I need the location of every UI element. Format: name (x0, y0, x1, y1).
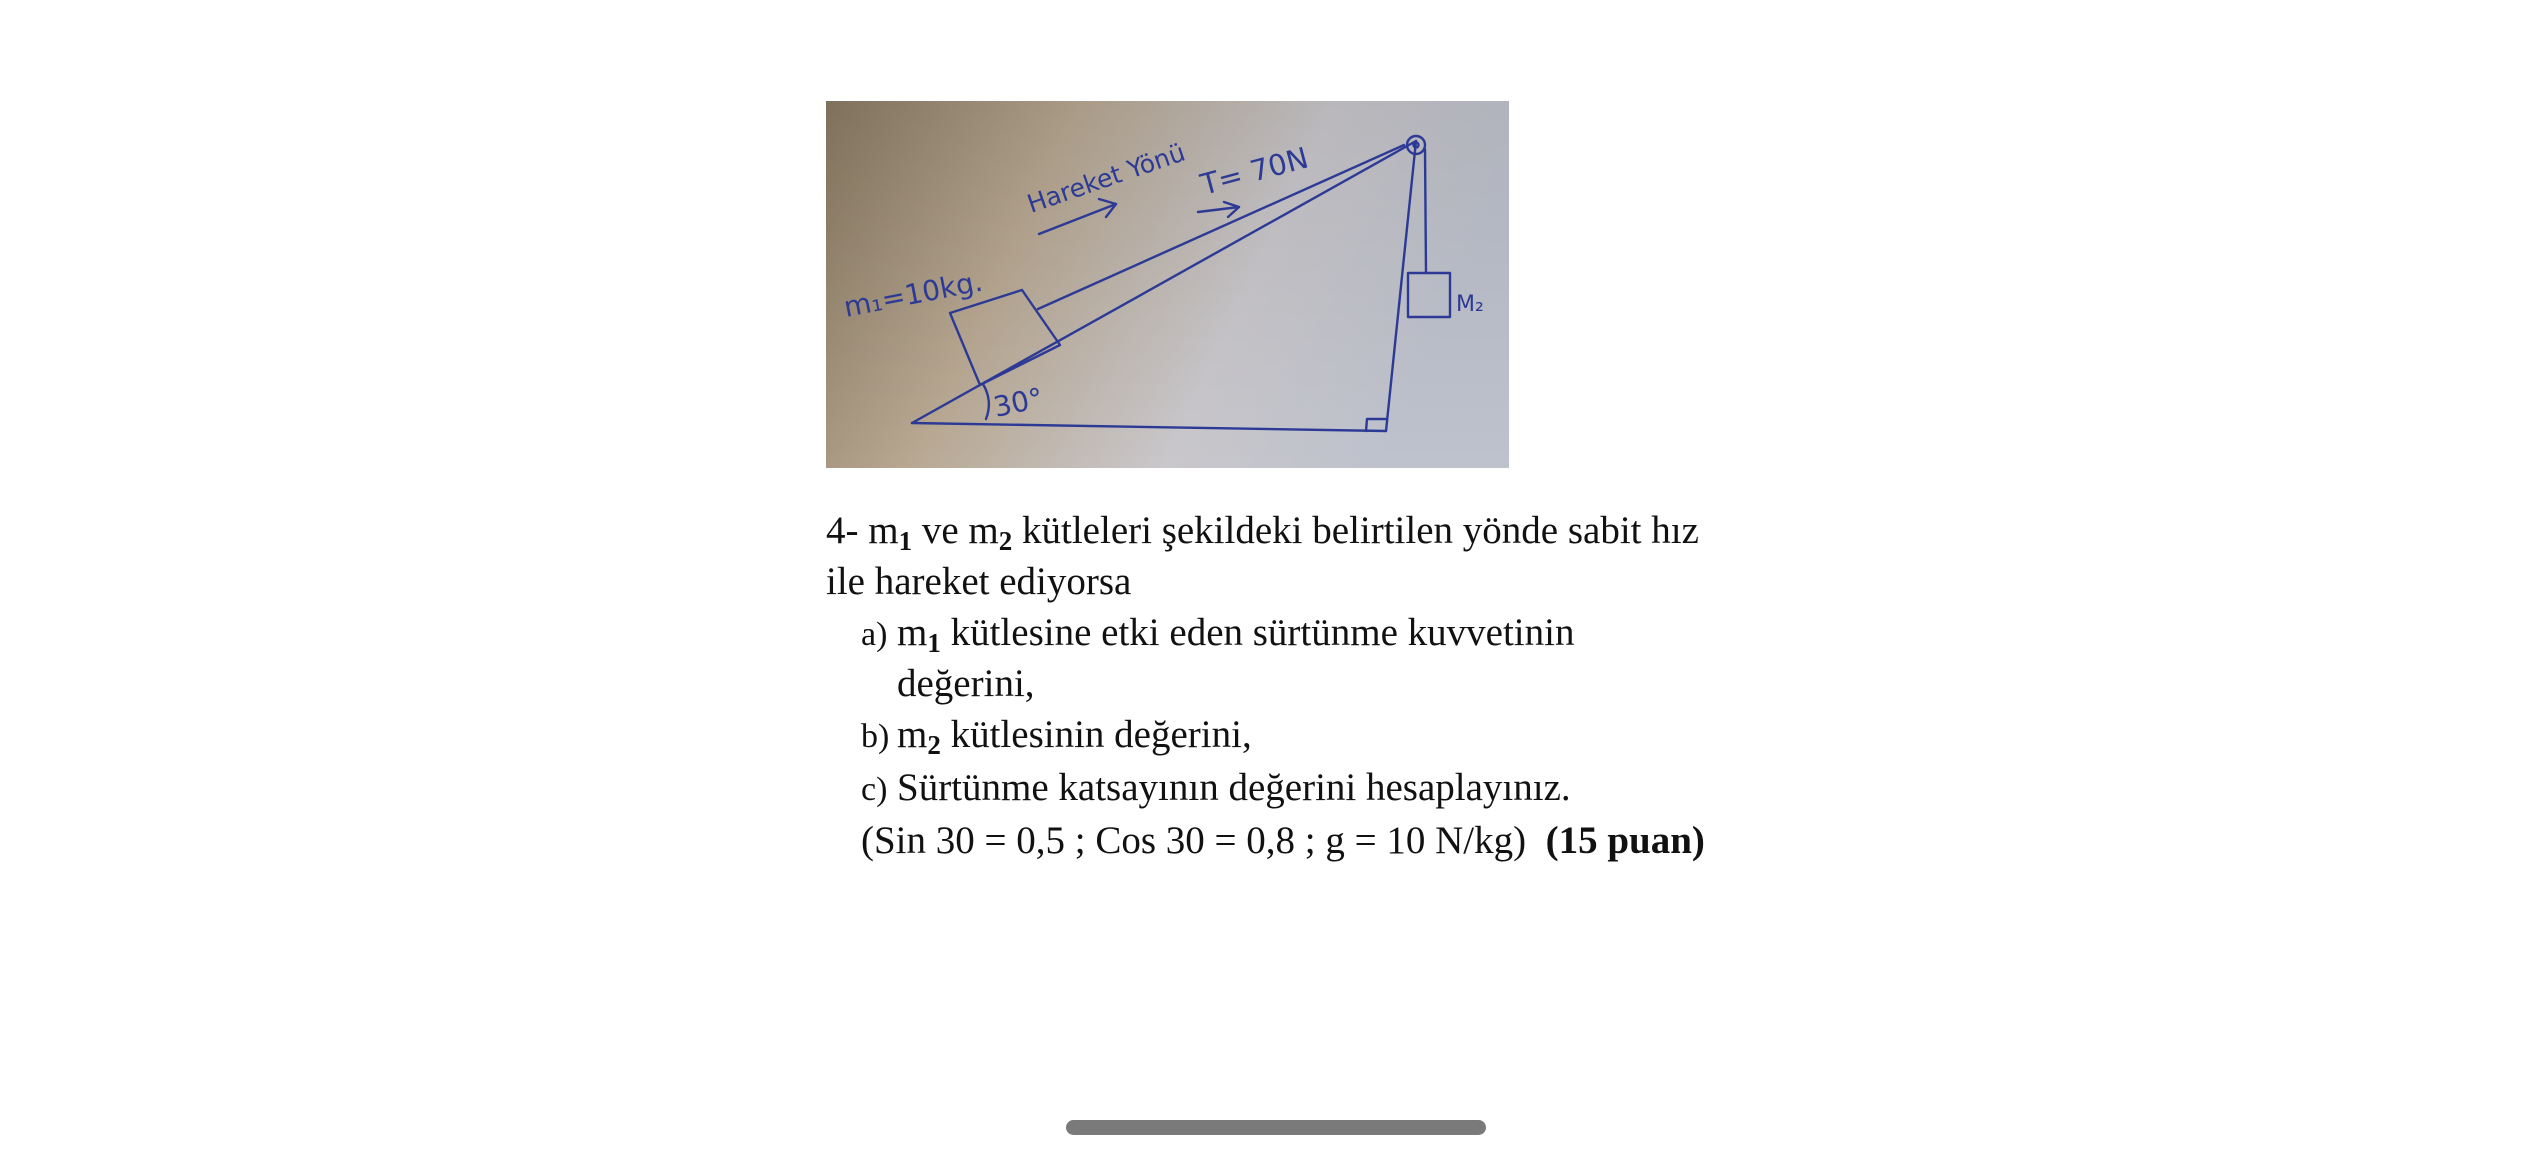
question-item-a: a) $m_1$ kütlesine etki eden sürtünme kuvvetinin değerini, (861, 611, 1575, 705)
item-marker: c) (861, 771, 888, 808)
mass2-label: M₂ (1456, 292, 1484, 317)
direction-label: Hareket Yönü (1023, 137, 1189, 219)
item-marker: a) (861, 616, 888, 653)
tension-label: T= 70N (1197, 140, 1312, 202)
question-item-b: b) $m_2$ kütlesinin değerini, (861, 713, 1252, 760)
question-items (861, 607, 1706, 866)
given-values: (Sin 30 = 0,5 ; Cos 30 = 0,8 ; g = 10 N/kg) (15 puan) (861, 819, 1705, 862)
incline-diagram-photo (826, 101, 1509, 468)
points-label: (15 puan) (1545, 819, 1705, 862)
question-item-c: c) Sürtünme katsayının değerini hesaplayınız. (861, 762, 1706, 815)
mass1-label: m₁=10kg. (841, 264, 986, 324)
rope-vertical (1425, 149, 1426, 273)
question-text (826, 505, 1706, 866)
angle-label: 30° (990, 381, 1047, 424)
item-marker: b) (861, 718, 890, 755)
home-indicator-bar[interactable] (1066, 1120, 1486, 1135)
question-intro: 4- $m_1$ ve $m_2$ kütleleri şekildeki belirtilen yönde sabit hız ile hareket ediyorsa (826, 509, 1699, 603)
